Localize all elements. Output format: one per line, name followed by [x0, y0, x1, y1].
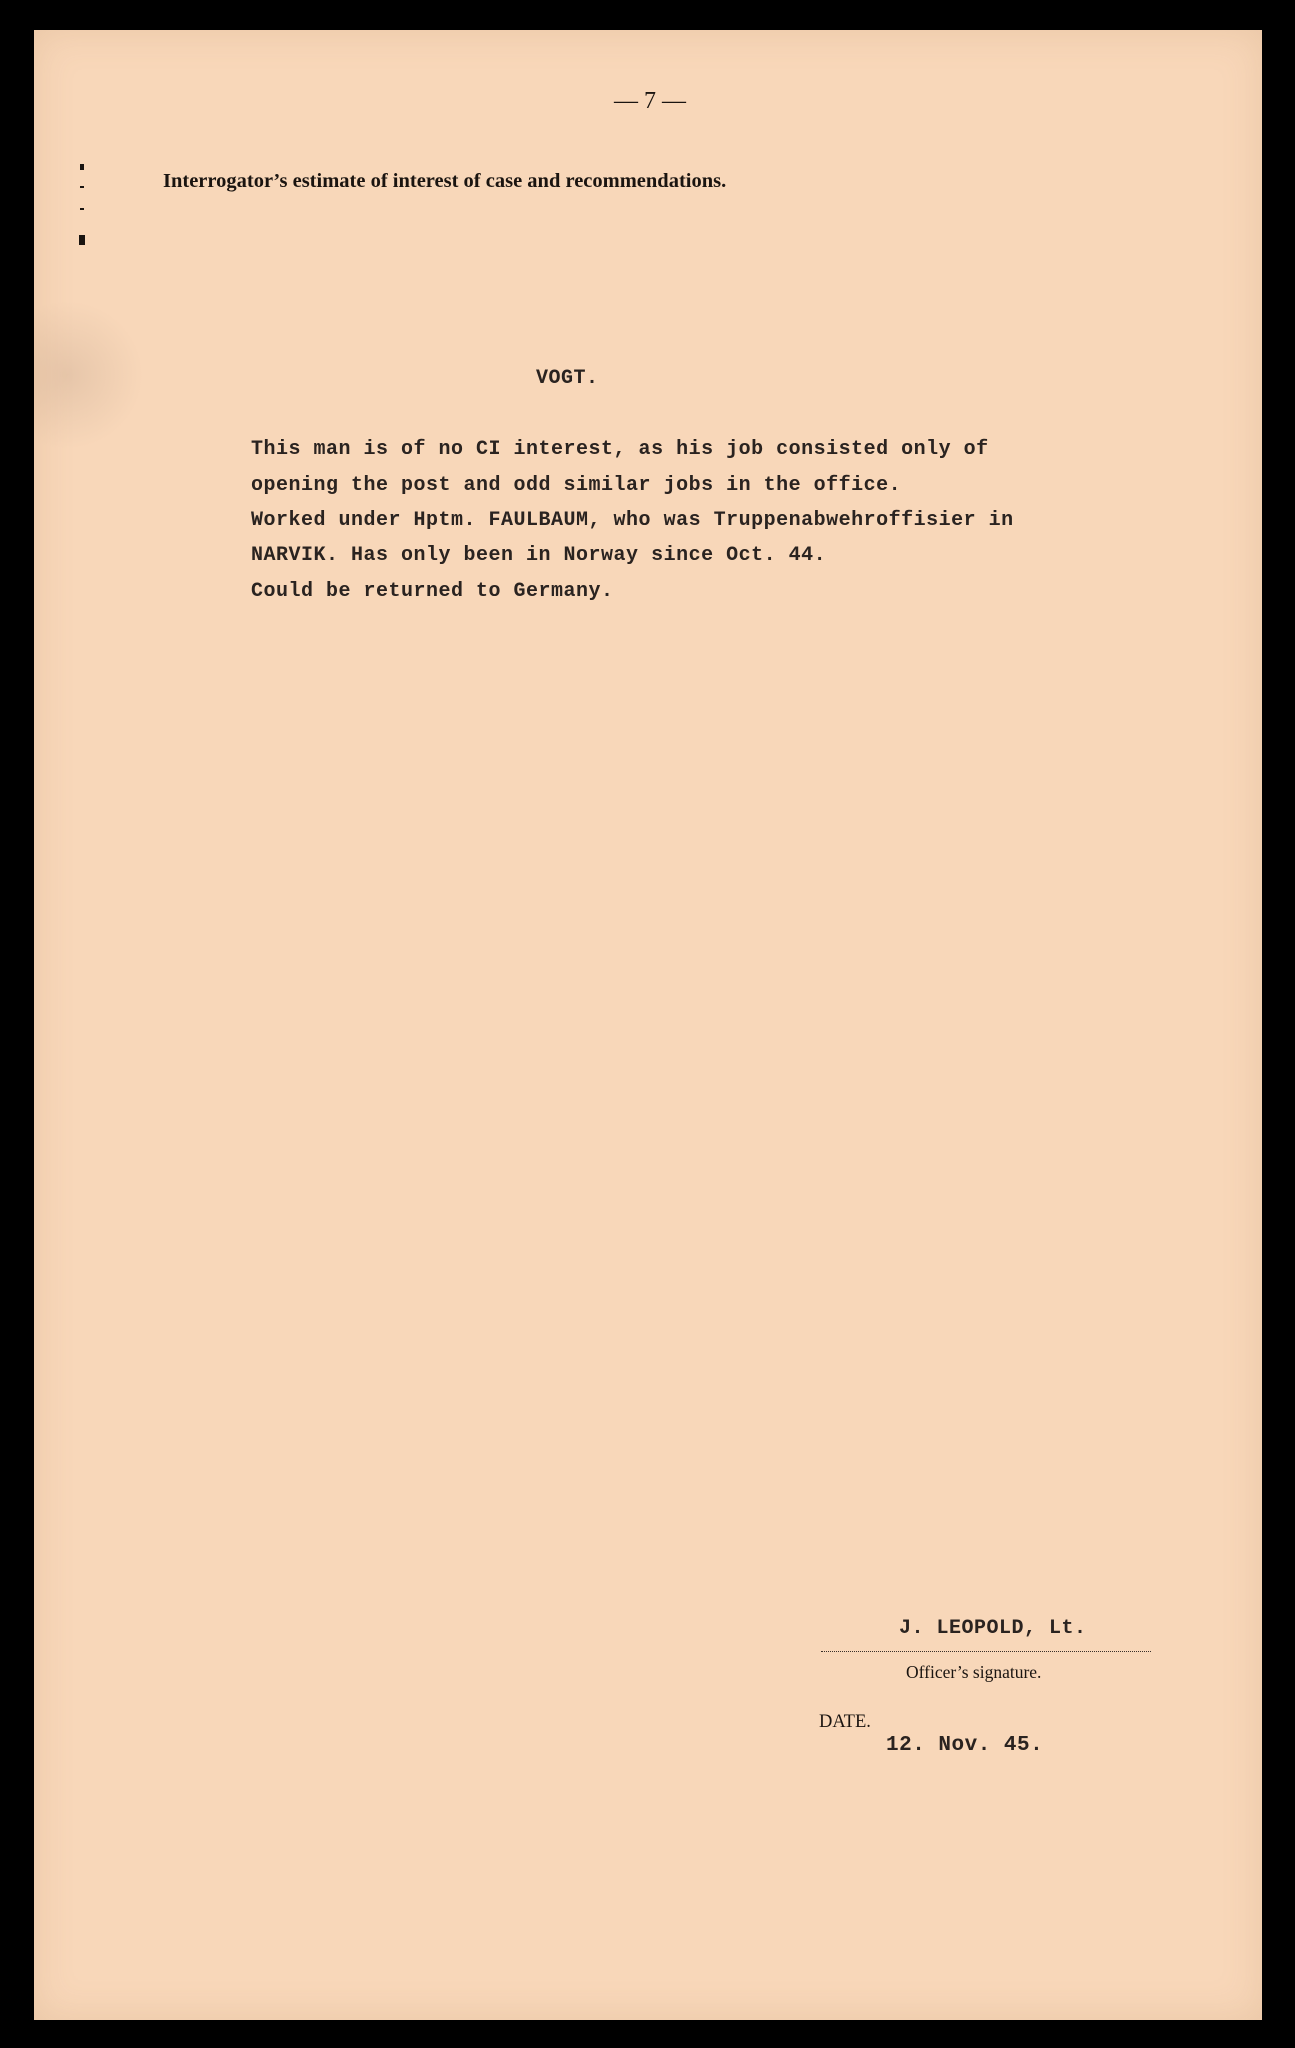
body-line: Worked under Hptm. FAULBAUM, who was Truppenabwehroffisier in: [251, 509, 1014, 532]
body-line: NARVIK. Has only been in Norway since Oct. 44.: [251, 544, 827, 567]
paper-smudge: [34, 300, 144, 450]
body-line: This man is of no CI interest, as his job consisted only of: [251, 438, 989, 461]
signature-label: Officer’s signature.: [906, 1662, 1042, 1682]
binding-mark: [80, 208, 84, 210]
form-heading: Interrogator’s estimate of interest of case and recommendations.: [163, 170, 727, 192]
officer-typed-name: J. LEOPOLD, Lt.: [899, 1617, 1087, 1640]
document-page: [34, 30, 1262, 2020]
signature-line: [821, 1651, 1151, 1652]
page-number: — 7 —: [614, 88, 686, 114]
body-line: Could be returned to Germany.: [251, 580, 614, 603]
body-line: opening the post and odd similar jobs in the office.: [251, 474, 902, 497]
binding-mark: [80, 164, 84, 170]
date-value: 12. Nov. 45.: [886, 1734, 1044, 1757]
binding-mark: [80, 186, 84, 188]
date-label: DATE.: [819, 1712, 871, 1732]
subject-name: VOGT.: [536, 367, 599, 390]
binding-mark: [79, 235, 85, 245]
